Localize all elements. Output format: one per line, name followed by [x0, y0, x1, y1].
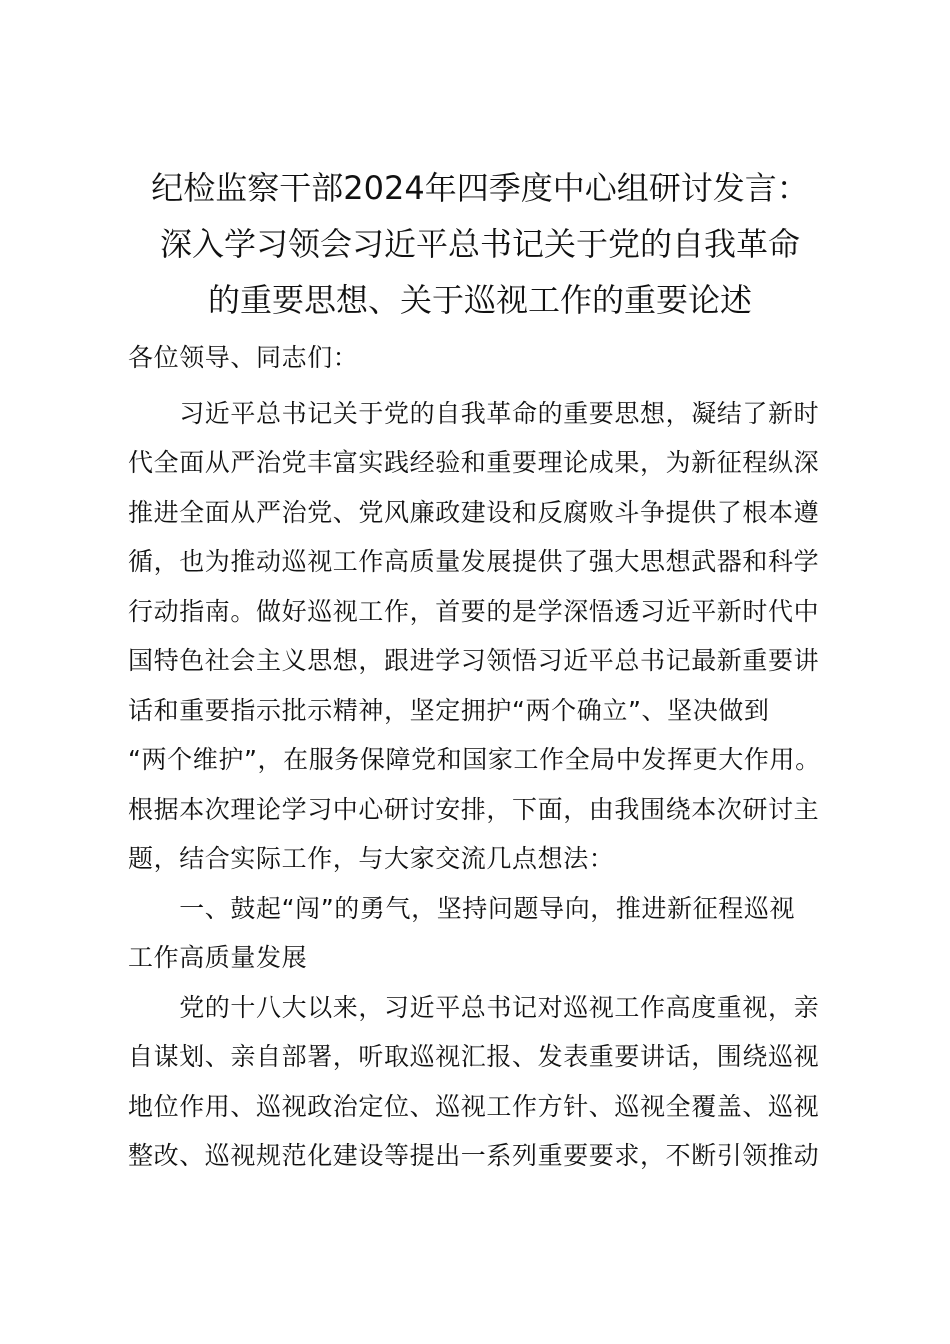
- paragraph-line: 循，也为推动巡视工作高质量发展提供了强大思想武器和科学: [128, 547, 820, 576]
- salutation: 各位领导、同志们：: [128, 343, 359, 372]
- paragraph-line: 自谋划、亲自部署，听取巡视汇报、发表重要讲话，围绕巡视: [128, 1042, 820, 1071]
- title-line: 深入学习领会习近平总书记关于党的自我革命: [159, 225, 800, 263]
- document-title: [100, 160, 860, 328]
- paragraph-line: 行动指南。做好巡视工作，首要的是学深悟透习近平新时代中: [128, 596, 820, 626]
- paragraph-line: 题，结合实际工作，与大家交流几点想法：: [128, 844, 615, 873]
- section-heading-line: 工作高质量发展: [128, 943, 308, 972]
- paragraph-line: 根据本次理论学习中心研讨安排，下面，由我围绕本次研讨主: [128, 794, 820, 824]
- paragraph-line: 习近平总书记关于党的自我革命的重要思想，凝结了新时: [128, 398, 820, 428]
- title-line: 纪检监察干部2024年四季度中心组研讨发言：: [151, 169, 809, 207]
- paragraph-line: 党的十八大以来，习近平总书记对巡视工作高度重视，亲: [128, 992, 820, 1022]
- paragraph-line: 地位作用、巡视政治定位、巡视工作方针、巡视全覆盖、巡视: [128, 1091, 820, 1121]
- paragraph-line: 国特色社会主义思想，跟进学习领悟习近平总书记最新重要讲: [128, 646, 820, 675]
- title-line: 的重要思想、关于巡视工作的重要论述: [207, 281, 752, 319]
- paragraph-line: 推进全面从严治党、党风廉政建设和反腐败斗争提供了根本遵: [128, 497, 820, 527]
- paragraph-line: 代全面从严治党丰富实践经验和重要理论成果，为新征程纵深: [128, 448, 820, 477]
- document-body: [128, 333, 938, 1181]
- paragraph-line: 整改、巡视规范化建设等提出一系列重要要求，不断引领推动: [128, 1141, 820, 1170]
- paragraph-line: 话和重要指示批示精神，坚定拥护“两个确立”、坚决做到: [128, 695, 770, 725]
- section-heading-line: 一、鼓起“闯”的勇气，坚持问题导向，推进新征程巡视: [128, 893, 796, 923]
- paragraph-line: “两个维护”，在服务保障党和国家工作全局中发挥更大作用。: [128, 745, 821, 774]
